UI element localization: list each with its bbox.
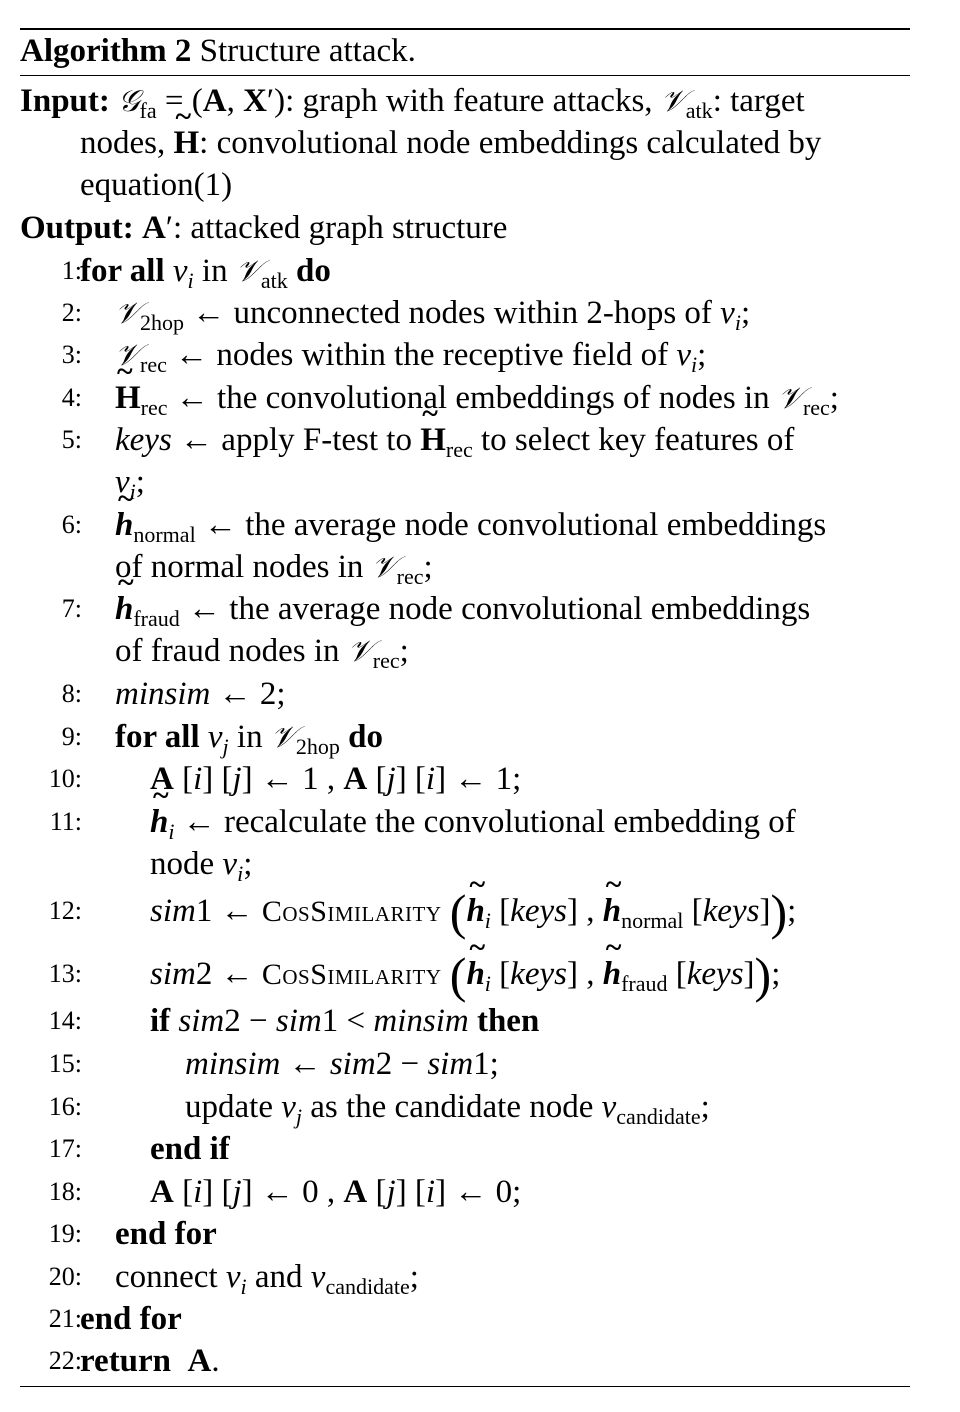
line-number: 6: xyxy=(61,510,82,539)
input-line-3: equation(1) xyxy=(80,167,233,203)
input-line-2: nodes, ~ H: convolutional node embeddings calculated by xyxy=(80,122,960,164)
line-number: 22: xyxy=(48,1346,82,1375)
algorithm-number: Algorithm 2 xyxy=(20,33,192,69)
line-number: 11: xyxy=(49,807,82,836)
line-number: 3: xyxy=(61,340,82,369)
title-rule xyxy=(20,75,910,76)
line-number: 21: xyxy=(48,1304,82,1333)
line-number: 17: xyxy=(48,1134,82,1163)
line-number: 4: xyxy=(61,383,82,412)
line-number: 16: xyxy=(48,1092,82,1121)
line-number: 19: xyxy=(48,1219,82,1248)
input-line-1: Input: 𝒢$_{fa}$ = (A, X′): graph with feature attacks, 𝒱$_{atk}$: target xyxy=(20,83,805,123)
line-number: 5: xyxy=(61,425,82,454)
line-number: 20: xyxy=(48,1262,82,1291)
output-line: Output: A′: attacked graph structure xyxy=(20,210,508,246)
algorithm-title xyxy=(20,30,920,72)
line-number: 18: xyxy=(48,1177,82,1206)
line-number: 12: xyxy=(48,896,82,925)
line-number: 9: xyxy=(61,722,82,751)
output-label: Output: xyxy=(20,210,134,246)
line-number: 13: xyxy=(48,959,82,988)
line-number: 1: xyxy=(61,256,82,285)
line-number: 7: xyxy=(61,594,82,623)
line-number: 2: xyxy=(61,298,82,327)
bottom-rule xyxy=(20,1386,910,1387)
input-label: Input: xyxy=(20,83,110,119)
line-number: 8: xyxy=(61,679,82,708)
algorithm-caption: Structure attack. xyxy=(199,33,416,69)
line-number: 15: xyxy=(48,1049,82,1078)
line-number: 10: xyxy=(48,764,82,793)
line-number: 14: xyxy=(48,1006,82,1035)
